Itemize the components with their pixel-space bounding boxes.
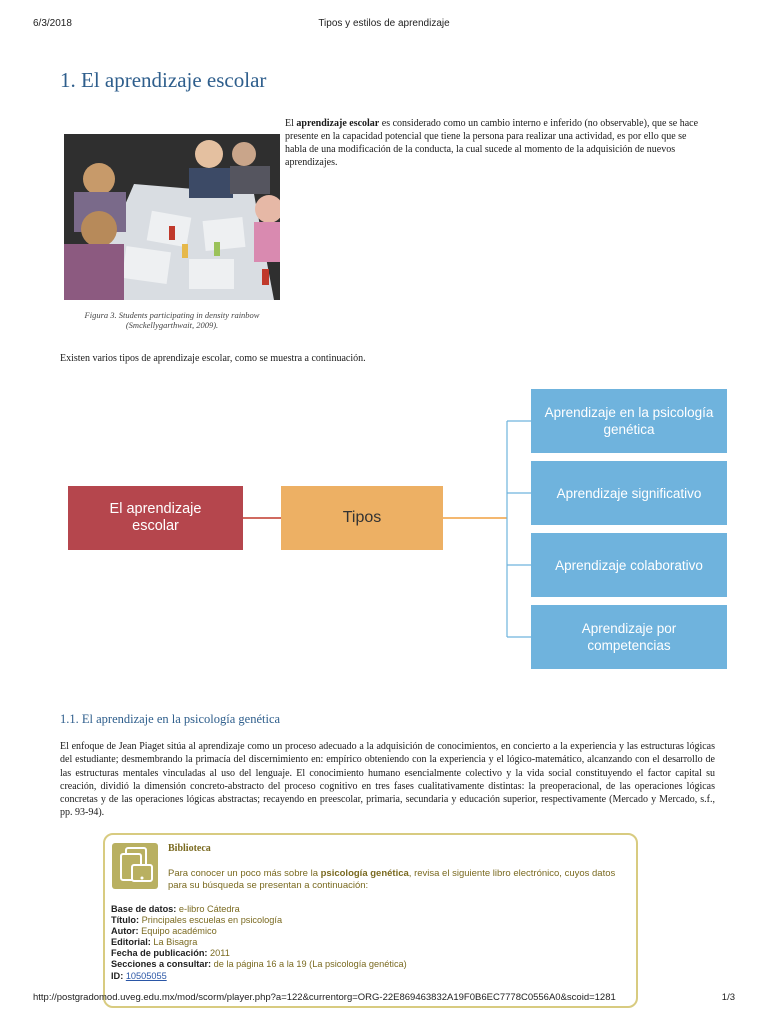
biblioteca-box [103, 833, 638, 1008]
field-value: 2011 [207, 948, 230, 959]
biblioteca-fields [111, 904, 631, 982]
types-diagram [0, 380, 768, 680]
intro-bold-term: aprendizaje escolar [296, 118, 380, 129]
diagram-branch-competencias: Aprendizaje por competencias [531, 605, 727, 669]
field-label: ID: [111, 970, 124, 981]
field-editorial [111, 937, 631, 948]
print-url: http://postgradomod.uveg.edu.mx/mod/scorm/player.php?a=122&currentorg=ORG-22E869463832A19F0B6EC7778C0556A0&scoid=1281 [33, 992, 616, 1003]
field-label: Base de datos: [111, 904, 177, 914]
field-label: Editorial: [111, 937, 151, 948]
field-label: Título: [111, 915, 140, 926]
biblioteca-note [168, 868, 628, 892]
field-secciones [111, 959, 631, 970]
print-footer [0, 992, 768, 1006]
field-label: Autor: [111, 926, 139, 937]
students-photo [64, 134, 280, 300]
field-value: Equipo académico [138, 926, 217, 937]
field-label: Secciones a consultar: [111, 959, 212, 970]
biblioteca-note-bold: psicología genética [320, 868, 409, 879]
figure-caption-line-1: Figura 3. Students participating in density rainbow [84, 310, 260, 320]
biblioteca-note-pre: Para conocer un poco más sobre la [168, 868, 321, 879]
intro-post: es considerado como un cambio interno e inferido (no observable), que se hace presente en la capacidad potencial que tiene la persona para realizar una actividad, es por ello que se habla de una modificación de la conducta, la cual sucede al momento de la adquisición de nuevos aprendizajes. [285, 118, 699, 168]
subsection-body: El enfoque de Jean Piaget sitúa al aprendizaje como un proceso adecuado a la adquisición de conocimientos, en concierto a la experiencia y las estructuras lógicas del estudiante; desmembrando la primacía del discernimiento en: empírico obteniendo con la experiencia y el lógico-matemático, alcanzando con el desarrollo de las estructuras mentales vinculadas al uso del lenguaje. El conocimiento humano esencialmente colectivo y la vida social constituyendo el factor capital su creación, dividió la dimensión concreto-abstracto del proceso cognitivo en tres fases cualitativamente distintas: la preoperacional, de las operaciones lógicas concretas y de las operaciones lógicas abstractas; recayendo en preescolar, primaria, secundaria y educación superior, respectivamente (Mercado y Mercado, s.f., pp. 93-94). [60, 741, 715, 819]
lead-paragraph: Existen varios tipos de aprendizaje escolar, como se muestra a continuación. [60, 353, 366, 364]
field-titulo [111, 915, 631, 926]
field-base-de-datos [111, 904, 631, 915]
figure-caption-line-2: (Smckellygarthwait, 2009). [125, 320, 219, 330]
print-page-number: 1/3 [721, 992, 735, 1003]
biblioteca-note-post: , revisa el siguiente libro electrónico, cuyos datos para su búsqueda se presentan a continuación: [168, 868, 616, 891]
diagram-branch-colaborativo: Aprendizaje colaborativo [531, 533, 727, 597]
library-books-icon [112, 843, 158, 889]
section-title: 1. El aprendizaje escolar [60, 68, 267, 92]
book-id-link[interactable]: 10505055 [125, 970, 167, 981]
figure-caption [64, 310, 280, 330]
students-photo-illustration [64, 134, 280, 300]
field-label: Fecha de publicación: [111, 948, 208, 959]
field-value: de la página 16 a la 19 (La psicología genética) [211, 959, 407, 970]
print-date: 6/3/2018 [33, 18, 72, 29]
field-value: La Bisagra [150, 937, 198, 948]
diagram-branch-significativo: Aprendizaje significativo [531, 461, 727, 525]
print-title: Tipos y estilos de aprendizaje [318, 18, 450, 29]
field-id [111, 971, 631, 982]
print-header [0, 14, 768, 30]
diagram-root-node: El aprendizaje escolar [68, 486, 243, 550]
diagram-branch-genetica: Aprendizaje en la psicología genética [531, 389, 727, 453]
subsection-title: 1.1. El aprendizaje en la psicología genética [60, 712, 281, 726]
intro-pre: El [285, 118, 297, 129]
field-fecha [111, 948, 631, 959]
field-value: e-libro Cátedra [176, 904, 240, 914]
field-value: Principales escuelas en psicología [139, 915, 283, 926]
diagram-middle-node: Tipos [281, 486, 443, 550]
field-autor [111, 926, 631, 937]
intro-paragraph [285, 117, 705, 169]
biblioteca-title: Biblioteca [168, 843, 211, 854]
